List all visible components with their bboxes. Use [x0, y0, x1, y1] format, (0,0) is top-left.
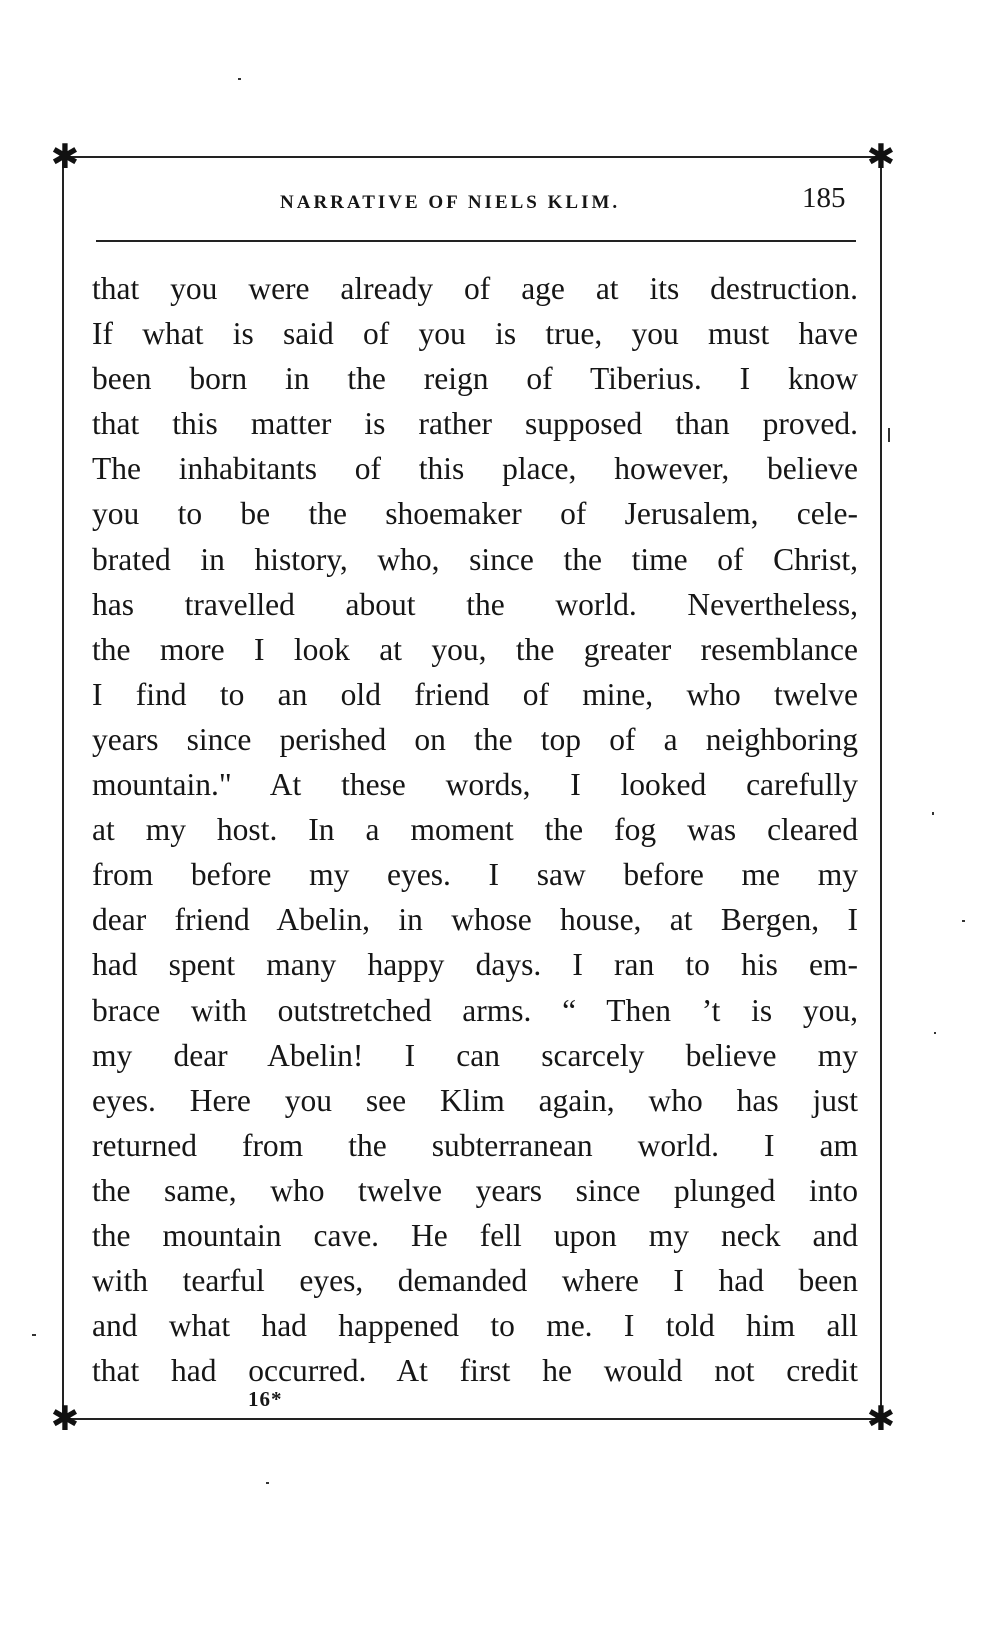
text-line: you to be the shoemaker of Jerusalem, cele-	[92, 496, 858, 532]
text-line: had spent many happy days. I ran to his em-	[92, 947, 858, 983]
text-line: The inhabitants of this place, however, believe	[92, 451, 858, 487]
text-line: If what is said of you is true, you must have	[92, 316, 858, 352]
text-line: years since perished on the top of a neighboring	[92, 721, 858, 757]
scan-speck	[266, 1482, 269, 1484]
top-border-rule	[70, 156, 882, 158]
text-line: mountain." At these words, I looked carefully	[92, 767, 858, 803]
scan-speck	[32, 1334, 36, 1336]
text-line: I find to an old friend of mine, who twelve	[92, 676, 858, 712]
text-line: eyes. Here you see Klim again, who has just	[92, 1082, 858, 1118]
header-rule	[96, 240, 856, 242]
text-line: returned from the subterranean world. I am	[92, 1127, 858, 1163]
text-line: the mountain cave. He fell upon my neck and	[92, 1217, 858, 1253]
scan-speck	[238, 78, 241, 80]
text-line: has travelled about the world. Nevertheless,	[92, 586, 858, 622]
corner-star-bottom-left-icon: ✱	[50, 1399, 80, 1439]
page-number: 185	[802, 182, 846, 214]
text-line: dear friend Abelin, in whose house, at Bergen, I	[92, 902, 858, 938]
scan-speck	[962, 920, 965, 922]
body-text	[92, 266, 858, 1393]
text-line: and what had happened to me. I told him all	[92, 1308, 858, 1344]
text-line: been born in the reign of Tiberius. I know	[92, 361, 858, 397]
running-head: NARRATIVE OF NIELS KLIM.	[280, 192, 621, 213]
text-line: the same, who twelve years since plunged into	[92, 1172, 858, 1208]
text-line: that had occurred. At first he would not credit	[92, 1353, 858, 1389]
scan-speck	[934, 1032, 936, 1034]
corner-star-top-right-icon: ✱	[866, 137, 896, 177]
text-line: the more I look at you, the greater resemblance	[92, 631, 858, 667]
scan-speck	[888, 428, 890, 442]
bottom-border-rule	[70, 1418, 882, 1420]
text-line: my dear Abelin! I can scarcely believe my	[92, 1037, 858, 1073]
text-line: brated in history, who, since the time of Christ,	[92, 541, 858, 577]
text-line: brace with outstretched arms. “ Then ’t is you,	[92, 992, 858, 1028]
text-line: at my host. In a moment the fog was cleared	[92, 812, 858, 848]
scan-speck	[932, 812, 934, 815]
text-line: with tearful eyes, demanded where I had been	[92, 1263, 858, 1299]
right-border-rule	[880, 160, 882, 1415]
text-line: from before my eyes. I saw before me my	[92, 857, 858, 893]
corner-star-bottom-right-icon: ✱	[866, 1399, 896, 1439]
text-line: that this matter is rather supposed than proved.	[92, 406, 858, 442]
corner-star-top-left-icon: ✱	[50, 137, 80, 177]
signature-mark: 16*	[248, 1387, 283, 1411]
text-line: that you were already of age at its destruction.	[92, 271, 858, 306]
left-border-rule	[62, 160, 64, 1415]
